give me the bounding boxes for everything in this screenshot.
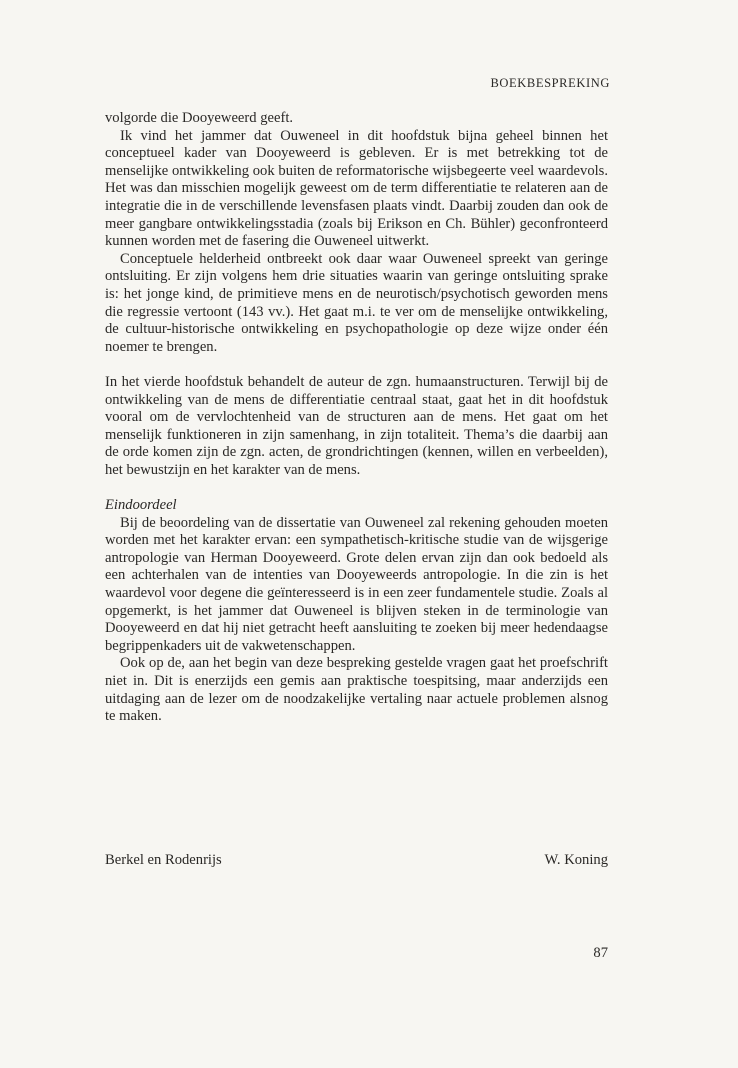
- signature-line: [105, 852, 608, 869]
- section-heading: Eindoordeel: [105, 497, 177, 514]
- page-number: 87: [593, 945, 608, 961]
- signature-author: W. Koning: [544, 852, 608, 868]
- body-text: [105, 110, 608, 726]
- paragraph: Ik vind het jammer dat Ouweneel in dit hoofdstuk bijna geheel binnen het conceptueel kader van Dooyeweerd is gebleven. Er is met betrekking tot de menselijke ontwikkeling ook buiten de reformatorische wijsbegeerte veel waardevols. Het was dan misschien mogelijk geweest om de term differentiatie te relateren aan de integratie die in de verschillende levensfasen plaats vindt. Daarbij zouden dan ook de meer gangbare ontwikkelingsstadia (zoals bij Erikson en Ch. Bühler) geconfronteerd kunnen worden met de fasering die Ouweneel uitwerkt.: [105, 127, 608, 250]
- paragraph-continuation: volgorde die Dooyeweerd geeft.: [105, 110, 294, 126]
- paragraph: Bij de beoordeling van de dissertatie van Ouweneel zal rekening gehouden moeten worden met het karakter ervan: een sympathetisch-kritische studie van de wijsgerige antropologie van Herman Dooyeweerd. Grote delen ervan zijn dan ook bedoeld als een achterhalen van de intenties van Dooyeweerds antropologie. In die zin is het waardevol voor degene die geïnteresseerd is in een zeer fundamentele studie. Zoals al opgemerkt, is het jammer dat Ouweneel is blijven steken in de terminologie van Dooyeweerd en dat hij niet getracht heeft aansluiting te zoeken bij meer hedendaagse begrippenkaders uit de vakwetenschappen.: [105, 514, 608, 654]
- signature-place: Berkel en Rodenrijs: [105, 852, 222, 868]
- paragraph: In het vierde hoofdstuk behandelt de auteur de zgn. humaanstructuren. Terwijl bij de ontwikkeling van de mens de differentiatie centraal staat, gaat het in dit hoofdstuk vooral om de vervlochtenheid van de structuren aan de mens. Het gaat om het menselijk funktioneren in zijn samenhang, in zijn totaliteit. Thema’s die daarbij aan de orde komen zijn de zgn. acten, de grondrichtingen (kennen, willen en verbeelden), het bewustzijn en het karakter van de mens.: [105, 373, 608, 478]
- running-header: BOEKBESPREKING: [490, 76, 610, 90]
- paragraph: Ook op de, aan het begin van deze bespreking gestelde vragen gaat het proefschrift niet in. Dit is enerzijds een gemis aan praktische toespitsing, maar anderzijds een uitdaging aan de lezer om de noodzakelijke vertaling naar actuele problemen alsnog te maken.: [105, 655, 608, 725]
- paragraph: Conceptuele helderheid ontbreekt ook daar waar Ouweneel spreekt van geringe ontsluiting. Er zijn volgens hem drie situaties waarin van geringe ontsluiting sprake is: het jonge kind, de primitieve mens en de neurotisch/psychotisch geworden mens die regressie vertoont (143 vv.). Het gaat m.i. te ver om de menselijke ontwikkeling, de cultuur-historische ontwikkeling en psychopathologie op deze wijze onder één noemer te brengen.: [105, 250, 608, 355]
